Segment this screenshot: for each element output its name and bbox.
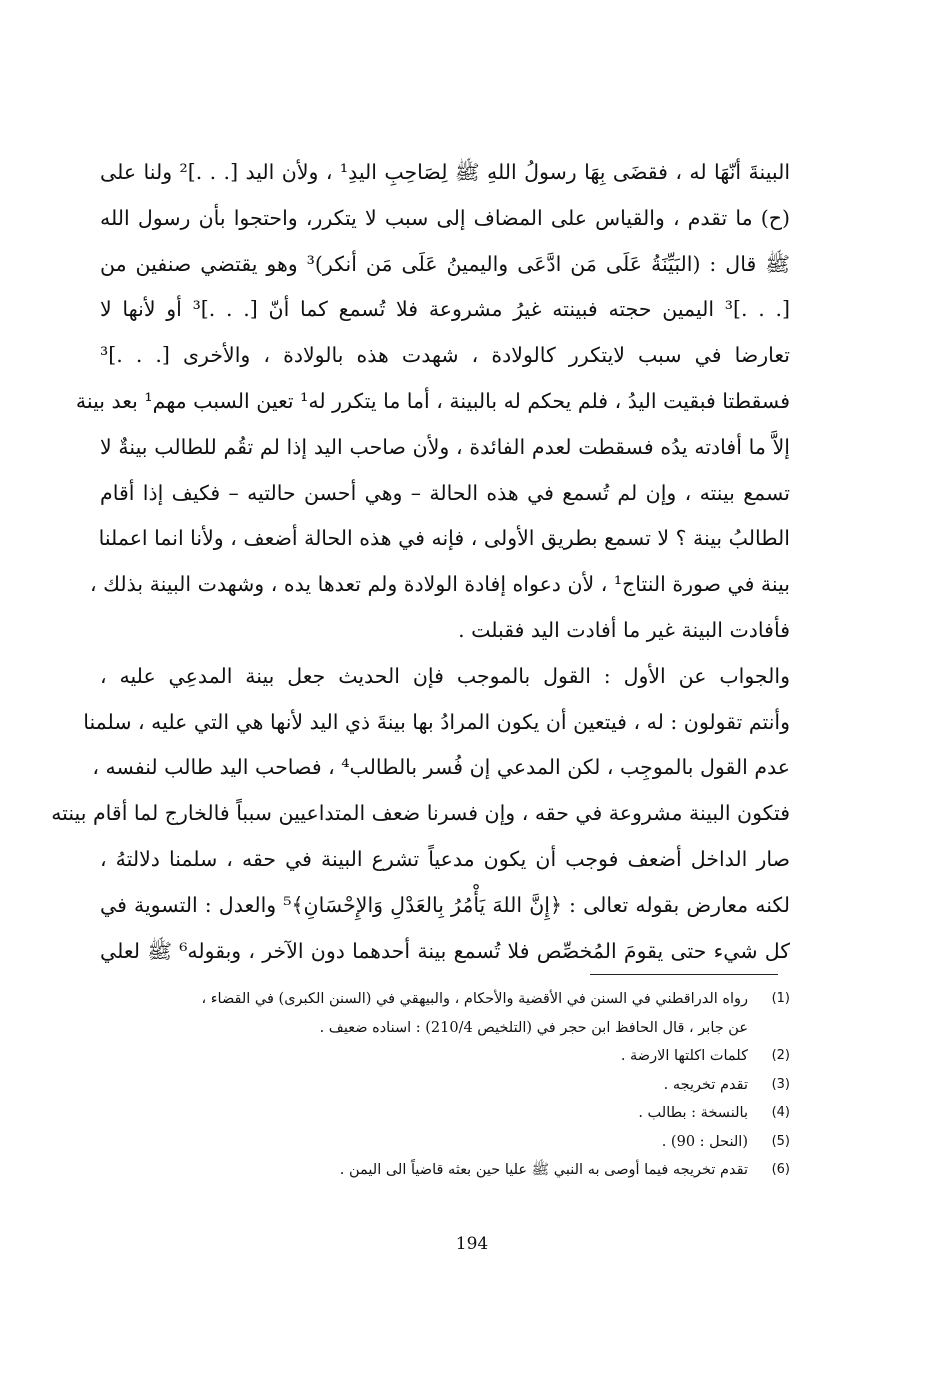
footnote-text: (النحل : 90) . <box>661 1133 748 1150</box>
main-text-block <box>51 150 791 974</box>
footnotes-section <box>110 985 790 1185</box>
footnote-item <box>110 1071 790 1100</box>
text-line: (ح) ما تقدم ، والقياس على المضاف إلى سبب لا يتكرر، واحتجوا بأن رسول الله <box>100 205 790 230</box>
text-line: تعارضا في سبب لايتكرر كالولادة ، شهدت هذه بالولادة ، والأخرى [. . .]³ <box>100 343 790 368</box>
footnote-number: (1) <box>771 991 790 1006</box>
text-line: فأفادت البينة غير ما أفادت اليد فقبلت . <box>458 617 790 642</box>
footnote-text: رواه الدراقطني في السنن في الأقضية والأحكام ، والبيهقي في (السنن الكبرى) في القضاء ، <box>201 991 748 1007</box>
text-line: [. . .]³ اليمين حجته فبينته غيرُ مشروعة فلا تُسمع كما أنّ [. . .]³ أو لأنها لا <box>100 297 790 322</box>
text-line: بينة في صورة النتاج¹ ، لأن دعواه إفادة الولادة ولم تعدها يده ، وشهدت البينة بذلك ، <box>89 572 790 597</box>
text-line: صار الداخل أضعف فوجب أن يكون مدعياً تشرع البينة في حقه ، سلمنا دلالتهُ ، <box>100 846 790 871</box>
text-line: وأنتم تقولون : له ، فيتعين أن يكون المرادُ بها بينةَ ذي اليد لأنها هي التي عليه ، سلمنا <box>83 709 790 734</box>
footnote-text: بالنسخة : بطالب . <box>638 1105 748 1121</box>
footnote-item <box>110 1128 790 1157</box>
text-line: فتكون البينة مشروعة في حقه ، وإن فسرنا ضعف المتداعيين سبباً فالخارج لما أقام بينته <box>51 801 790 826</box>
footnote-continuation <box>110 1014 790 1043</box>
text-line: إلاَّ ما أفادته يدُه فسقطت لعدم الفائدة ، ولأن صاحب اليد إذا لم تقُم للطالب بينةٌ لا <box>100 434 790 459</box>
text-line: ﷺ قال : (البَيِّنَةُ عَلَى مَن ادَّعَى واليمينُ عَلَى مَن أنكر)³ وهو يقتضي صنفين من <box>100 251 790 276</box>
footnote-item <box>110 1156 790 1185</box>
text-line: والجواب عن الأول : القول بالموجب فإن الحديث جعل بينة المدعِي عليه ، <box>100 663 790 688</box>
page-number: 194 <box>455 1234 489 1254</box>
footnote-number: (6) <box>771 1162 790 1177</box>
footnote-number: (5) <box>771 1133 790 1149</box>
text-line: فسقطتا فبقيت اليدُ ، فلم يحكم له بالبينة ، أما ما يتكرر له¹ تعين السبب مهم¹ بعد بينة <box>75 388 790 413</box>
footnote-divider <box>590 974 778 975</box>
footnote-item <box>110 1042 790 1071</box>
text-line: عدم القول بالموجِب ، لكن المدعي إن فُسر بالطالب⁴ ، فصاحب اليد طالب لنفسه ، <box>92 755 790 780</box>
footnote-item <box>110 985 790 1014</box>
footnote-number: (3) <box>771 1076 790 1092</box>
footnote-text: عن جابر ، قال الحافظ ابن حجر في (التلخيص 210/4) : اسناده ضعيف . <box>319 1019 748 1036</box>
footnote-number: (2) <box>771 1048 790 1063</box>
text-line: الطالبُ بينة ؟ لا تسمع بطريق الأولى ، فإنه في هذه الحالة أضعف ، ولأنا انما اعملنا <box>98 526 790 551</box>
footnote-item <box>110 1099 790 1128</box>
text-line: البينةَ أنّهَا له ، فقضَى بِهَا رسولُ اللهِ ﷺ لِصَاحِبِ اليدِ¹ ، ولأن اليد [. . .]² ولنا على <box>100 160 791 184</box>
footnote-text: تقدم تخريجه . <box>663 1076 748 1093</box>
footnote-text: تقدم تخريجه فيما أوصى به النبي ﷺ عليا حين بعثه قاضياً الى اليمن . <box>339 1162 748 1178</box>
footnote-number: (4) <box>771 1105 790 1120</box>
text-line: كل شيء حتى يقومَ المُخصِّص فلا تُسمع بينة أحدهما دون الآخر ، وبقوله⁶ ﷺ لعلي <box>100 938 790 963</box>
text-line: تسمع بينته ، وإن لم تُسمع في هذه الحالة – وهي أحسن حالتيه – فكيف إذا أقام <box>100 480 790 505</box>
footnote-text: كلمات اكلتها الارضة . <box>620 1048 748 1064</box>
text-line: لكنه معارض بقوله تعالى : ﴿إِنَّ اللهَ يَأْمُرُ بِالعَدْلِ وَالإِحْسَانِ﴾⁵ والعدل : التسوية في <box>100 892 790 917</box>
